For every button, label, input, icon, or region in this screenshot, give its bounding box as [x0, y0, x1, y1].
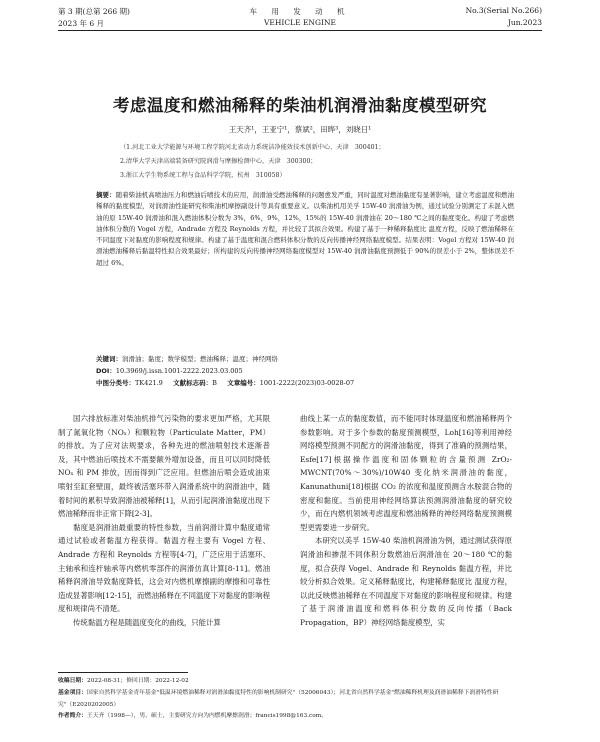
footnote-rule [58, 672, 188, 673]
article-number-label: 文章编号： [227, 379, 260, 387]
abstract-label: 摘要： [96, 191, 116, 199]
body-paragraph: 曲线上某一点的黏度数值，而不能同时体现温度和燃油稀释两个参数影响。对于多个参数的黏度预测模型，Loh[16]等利用神经网络模型预测不同配方的润滑油黏度，得到了准确的预测结果，Esfe[17]根据操作温度和固体颗粒的含量预测 ZrO₂-MWCNT(70%～30%)/10W40 变化纳米润滑油的黏度，Kanunathuni[18]根据 CO₂ 的浓度和温度预测含水胺混合物的密度和黏度。当前使用神经网络算法预测润滑油黏度的研究较少，而在内燃机领域考虑温度和燃油稀释的神经网络黏度预测模型更需要进一步研究。 [300, 414, 512, 532]
clc-label: 中图分类号： [96, 379, 135, 387]
doc-code-value: B [212, 379, 217, 387]
affiliation-1: （1.河北工业大学能源与环境工程学院河北省动力系统洁净能效技术创新中心，天津 300401； [120, 144, 385, 151]
article-title: 考虑温度和燃油稀释的柴油机润滑油黏度模型研究 [113, 96, 487, 115]
body-paragraph: 国六排放标准对柴油机排气污染物的要求更加严格，尤其限制了氮氧化物（NOₓ）和颗粒物（Particulate Matter，PM）的排放。为了应对法规要求，各种先进的燃油喷射技术逐渐普及，其中燃油后喷技术不需要额外增加设备，而且可以同时降低 NOₓ 和 PM 排放，因而得到广泛应用。但燃油后喷会造成油束喷射至缸套壁面，最终被活塞环带入润滑系统中的润滑油中，随着时间的累积导致润滑油被稀释[1]，从而引起润滑油黏度出现下燃油稀释而非正常下降[2-3]。 [58, 414, 270, 519]
keywords-label: 关键词： [96, 355, 122, 363]
classification-line [96, 378, 514, 387]
body-column-right [300, 412, 512, 630]
keywords-text: 润滑油；黏度；数学模型；燃油稀释；温度；神经网络 [122, 355, 278, 363]
footnote-funding: 基金项目：国家自然科学基金青年基金"低温环境燃油稀释对润滑油黏度特性的影响机制研究"（52006043）；河北省自然科学基金"燃油稀释机理及润滑油稀释下润滑特性研究"（E2020202005） [58, 689, 499, 708]
footnote-received: 收稿日期：2022-08-31；修回日期：2022-12-02 [58, 678, 189, 684]
doc-code-label: 文献标志码： [173, 379, 213, 387]
doi-label: DOI： [96, 367, 116, 375]
abstract-text: 随着柴油机高喷油压力和燃油后喷技术的应用，润滑油受燃油稀释的问题愈发严重，同时温度对燃油黏度有显著影响，建立考虑温度和燃油稀释的黏度模型，对润滑油性能研究和柴油机摩擦副设计等具有重要意义。以柴油机用美孚 15W-40 润滑油为例，通过试验分别测定了未混入燃油的原 15W-40 润滑油和混入燃油体积分数为 3%，6%，9%，12%，15%的 15W-40 润滑油在 20～180 ℃之间的黏度变化。构建了考虑燃油体积分数的 Vogel 方程，Andrade 方程及 Reynolds 方程，并比较了其拟合效果。构建了基于一种稀释黏度比 温度方程，反映了燃油稀释在不同温度下对黏度的影响程度和规律。构建了基于温度和混合燃料体积分数的反向传播神经网络黏度模型。结果表明：Vogel 方程对 15W-40 润滑油燃油稀释后黏温特性拟合效果最好；所构建的反向传播神经网络黏度模型对 15W-40 润滑油黏度预测低于 90%的误差小于 2%，整体误差不超过 6%。 [96, 191, 515, 267]
journal-name-cn: 车 用 发 动 机 [249, 7, 351, 16]
footnote-author: 作者简介：王天齐（1998—），男，硕士，主要研究方向为内燃机摩擦润滑；francis1998@163.com。 [58, 713, 328, 720]
keywords [96, 354, 514, 363]
issue-date-cn: 2023 年 6 月 [58, 19, 105, 28]
issue-date-en: Jun.2023 [507, 18, 542, 27]
body-paragraph: 本研究以美孚 15W-40 柴油机润滑油为例，通过测试获得原润滑油和掺混不同体积分数燃油后润滑油在 20～180 ℃的黏度，拟合获得 Vogel、Andrade 和 Reynolds 黏温方程，并比较分析拟合效果。定义稀释黏度比，构建稀释黏度比 温度方程，以此反映燃油稀释在不同温度下对黏度的影响程度和规律。构建了基于润滑油温度和燃料体积分数的反向传播（Back Propagation，BP）神经网络黏度模型，实 [300, 536, 512, 627]
abstract [96, 190, 514, 269]
clc-value: TK421.9 [135, 379, 163, 387]
body-paragraph: 传统黏温方程是随温度变化的曲线，只能计算 [73, 617, 221, 627]
affiliation-3: 3.浙江大学生物系统工程与食品科学学院，杭州 310058） [120, 172, 286, 179]
body-column-left [58, 412, 270, 630]
article-number-value: 1001-2222(2023)03-0028-07 [259, 379, 355, 387]
author-list: 王天齐¹，王亚宁¹，蔡斌²，田晔³，刘晓日¹ [228, 125, 372, 134]
issue-number-en: No.3(Serial No.266) [465, 6, 542, 15]
doi-value: 10.3969/j.issn.1001-2222.2023.03.005 [115, 367, 243, 375]
header-rule [58, 30, 542, 31]
affiliation-2: 2.清华大学天津高端装备研究院润滑与摩擦检测中心，天津 300300； [120, 158, 317, 165]
doi-line [96, 366, 514, 375]
journal-name-en: VEHICLE ENGINE [263, 18, 336, 27]
body-paragraph: 黏度是润滑油最重要的特性参数，当前润滑计算中黏度通常通过试验或者黏温方程获得。黏温方程主要有 Vogel 方程、Andrade 方程和 Reynolds 方程等[4-7]，广泛应用于活塞环、主轴承和连杆轴承等内燃机零部件的润滑仿真计算[8-11]。燃油稀释润滑油导致黏度降低，这会对内燃机摩擦副的摩擦和可靠性造成显著影响[12-15]，而燃油稀释在不同温度下对黏度的影响程度和规律尚不清楚。 [58, 522, 270, 614]
issue-number: 第 3 期(总第 266 期) [58, 7, 130, 16]
footnotes [58, 676, 542, 723]
